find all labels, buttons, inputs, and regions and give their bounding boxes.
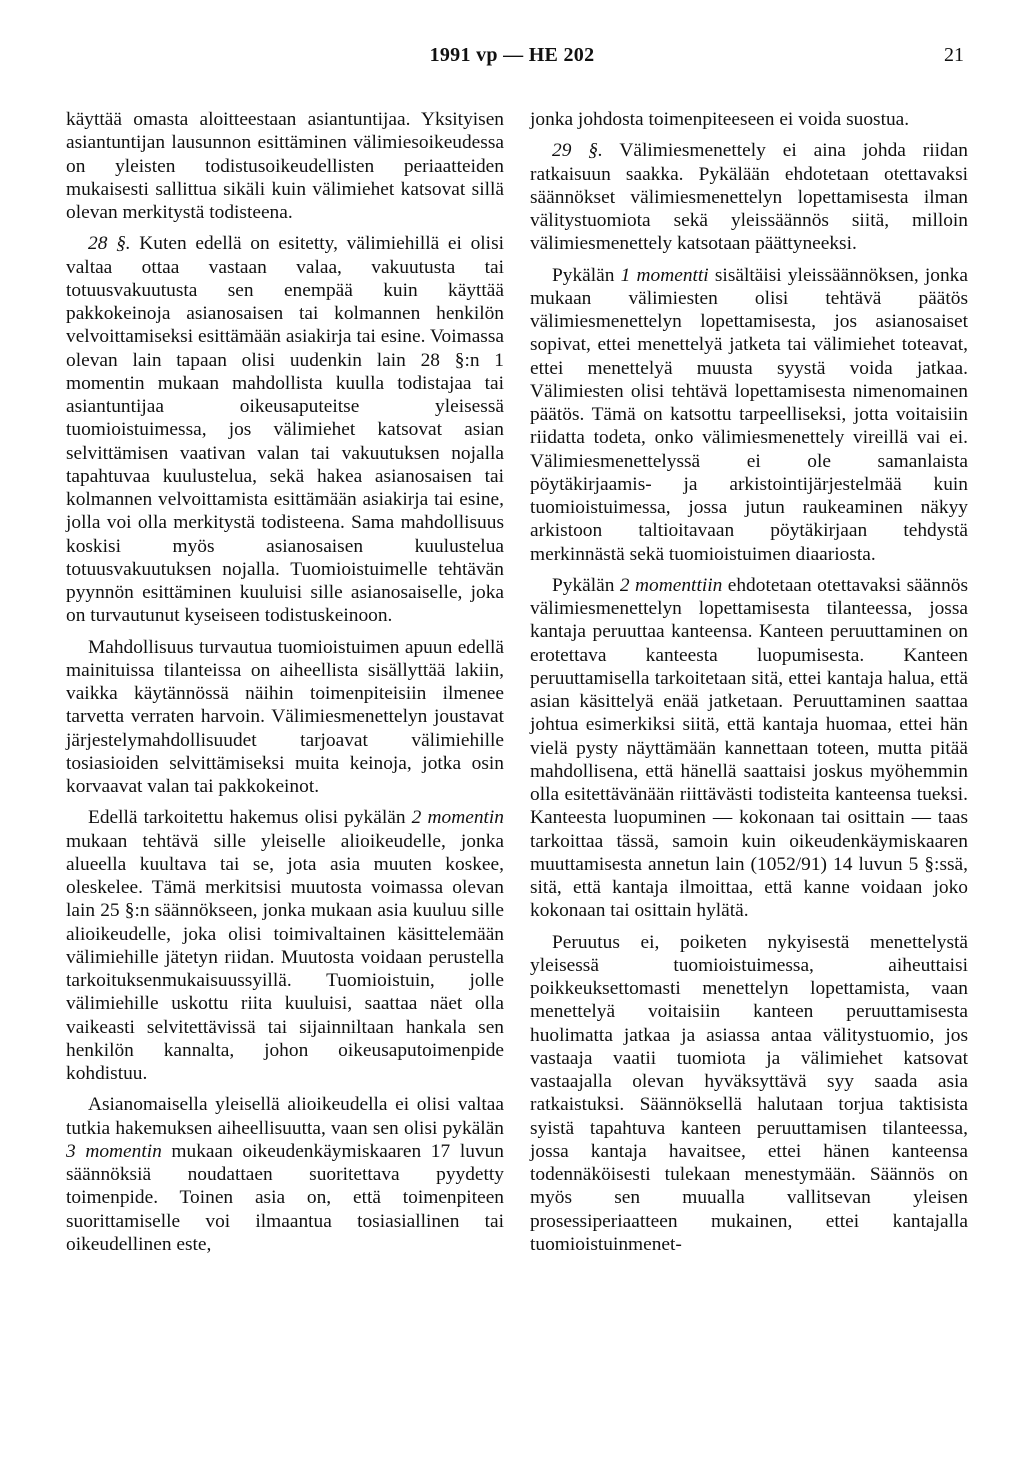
- text-run: Pykälän: [552, 574, 620, 596]
- italic-text: 2 momentin: [411, 807, 504, 829]
- paragraph: [530, 264, 968, 566]
- text-run: ehdotetaan otettavaksi säännös välimiesmenettelyn lopettamisesta tilanteessa, jossa kantaja peruuttaa kanteensa. Kanteen peruuttaminen on erotettava kanteesta luopumisesta. Kanteen peruuttamisella tarkoitetaan sitä, ettei kantaja halua, että asian käsittelyä enää jatketaan. Peruuttaminen saattaa johtua esimerkiksi siitä, että kantaja huomaa, ettei hän vielä pysty näyttämään kannettaan toteen, mutta pitää mahdollisena, että hänellä saattaisi joskus myöhemmin olla esitettävänään riittävästi todisteita kanteensa tueksi. Kanteesta luopuminen — kokonaan tai osittain — taas tarkoittaa tässä, samoin kuin oikeudenkäymiskaaren muuttamisesta annetun lain (1052/91) 14 luvun 5 §:ssä, sitä, että kantaja ilmoittaa, että kanne voidaan joko kokonaan tai osittain hylätä.: [530, 574, 969, 922]
- left-column: [66, 108, 504, 1256]
- italic-text: 29 §.: [552, 140, 603, 162]
- text-run: Edellä tarkoitettu hakemus olisi pykälän: [88, 807, 412, 829]
- page-number: 21: [944, 44, 964, 66]
- text-run: Asianomaisella yleisellä alioikeudella ei olisi valtaa tutkia hakemuksen aiheellisuutta, vaan sen olisi pykälän: [66, 1094, 504, 1139]
- right-column: [530, 108, 968, 1256]
- page-title: 1991 vp — HE 202: [429, 44, 595, 66]
- paragraph: [530, 931, 968, 1257]
- italic-text: 28 §.: [88, 233, 131, 255]
- paragraph: [66, 108, 504, 224]
- paragraph: [66, 636, 504, 799]
- italic-text: 3 momentin: [66, 1140, 162, 1162]
- paragraph: [66, 806, 504, 1085]
- italic-text: 1 momentti: [620, 264, 709, 286]
- text-run: Pykälän: [552, 264, 621, 286]
- text-run: Kuten edellä on esitetty, välimiehillä ei olisi valtaa ottaa vastaan valaa, vakuutusta tai totuusvakuutusta sen enempää kuin käyttää pakkokeinoja asianosaisen tai kolmannen henkilön velvoittamiseksi esittämään asiakirja tai esine. Voimassa olevan lain tapaan olisi uudenkin lain 28 §:n 1 momentin mukaan mahdollista kuulla todistajaa tai asiantuntijaa oikeusaputeitse yleisessä tuomioistuimessa, jos välimiehet katsovat asian selvittämisen vaativan valan tai vakuutuksen nojalla tapahtuvaa kuulustelua, sekä hakea asianosaisen tai kolmannen velvoittamista esittämään asiakirja tai esine, jolla voi olla merkitystä todisteena. Sama mahdollisuus koskisi myös asianosaisen kuulustelua totuusvakuutuksen nojalla. Tuomioistuimelle tehtävän pyynnön esittäminen kuuluisi sille asianosaiselle, joka on turvautunut kyseiseen todistuskeinoon.: [66, 233, 504, 627]
- text-run: Välimiesmenettely ei aina johda riidan ratkaisuun saakka. Pykälään ehdotetaan otettavaksi säännökset välimiesmenettelyn lopettamisesta ilman välitystuomiota sekä yleissäännös siitä, milloin välimiesmenettely katsotaan päättyneeksi.: [530, 140, 968, 255]
- text-run: sisältäisi yleissäännöksen, jonka mukaan välimiesten olisi tehtävä päätös välimiesmenettelyn lopettamisesta, jos asianosaiset sopivat, ettei menettelyä jatketa tai välimiehet toteavat, ettei menettelyä muusta syystä voida jatkaa. Välimiesten olisi tehtävä lopettamisesta nimenomainen päätös. Tämä on katsottu tarpeelliseksi, jotta voitaisiin riidatta todeta, onko välimiesmenettely vireillä vai ei. Välimiesmenettelyssä ei ole samanlaista pöytäkirjaamis- ja arkistointijärjestelmää kuin tuomioistuimessa, jossa jutun raukeaminen näkyy arkistoon taltioitavaan pöytäkirjaan tehdystä merkinnästä sekä tuomioistuimen diaariosta.: [530, 264, 968, 565]
- paragraph: [530, 108, 968, 131]
- text-run: käyttää omasta aloitteestaan asiantuntijaa. Yksityisen asiantuntijan lausunnon esittäminen välimiesoikeudessa on yleisten todistusoikeudellisten periaatteiden mukaisesti sallittua sikäli kuin välimiehet katsovat sillä olevan merkitystä todisteena.: [66, 109, 504, 223]
- paragraph: [66, 1093, 504, 1256]
- text-run: Mahdollisuus turvautua tuomioistuimen apuun edellä mainituissa tilanteissa on aiheellista sisällyttää lakiin, vaikka käytännössä näihin toimenpiteisiin ilmenee tarvetta verraten harvoin. Välimiesmenettelyn joustavat järjestelymahdollisuudet tarjoavat välimiehille tosiasioiden selvittämiseksi muita keinoja, jotka osin korvaavat valan tai pakkokeinot.: [66, 636, 504, 797]
- text-run: jonka johdosta toimenpiteeseen ei voida suostua.: [530, 109, 910, 130]
- paragraph: [66, 232, 504, 627]
- text-run: Peruutus ei, poiketen nykyisestä menettelystä yleisessä tuomioistuimessa, aiheuttaisi poikkeuksettomasti menettelyn lopettamista, vaan menettelyä voitaisiin kanteen peruuttamisesta huolimatta jatkaa ja asiassa antaa välitystuomio, jos vastaaja vaatii tuomiota ja välimiehet katsovat vastaajalla olevan hyväksyttävä syy saada asia ratkaistuksi. Säännöksellä halutaan torjua taktisista syistä tapahtuva kanteen peruuttamisen tilanteessa, jossa kantaja havaitsee, ettei hänen kanteensa todennäköisesti tulekaan menestymään. Säännös on myös sen muualla vallitsevan yleisen prosessiperiaatteen mukainen, ettei kantajalla tuomioistuinmenet-: [530, 931, 968, 1255]
- paragraph: [530, 574, 968, 923]
- italic-text: 2 momenttiin: [619, 574, 723, 596]
- paragraph: [530, 139, 968, 255]
- text-run: mukaan oikeudenkäymiskaaren 17 luvun säännöksiä noudattaen suoritettava pyydetty toimenpide. Toinen asia on, että toimenpiteen suorittamiselle voi ilmaantua tosiasiallinen tai oikeudellinen este,: [66, 1140, 504, 1255]
- text-run: mukaan tehtävä sille yleiselle alioikeudelle, jonka alueella kuultava tai se, jota asia muuten koskee, oleskelee. Tämä merkitsisi muutosta voimassa olevan lain 25 §:n säännökseen, jonka mukaan asia kuuluu sille alioikeudelle, joka olisi toimivaltainen käsittelemään välimiehille jätetyn riidan. Muutosta voidaan perustella tarkoituksenmukaisuussyillä. Tuomioistuin, jolle välimiehille uskottu riita kuuluisi, saattaa näet olla vaikeasti selvitettävissä tai sijainniltaan hankala sen henkilön kannalta, johon oikeusaputoimenpide kohdistuu.: [66, 830, 504, 1084]
- page-header: [0, 44, 1024, 74]
